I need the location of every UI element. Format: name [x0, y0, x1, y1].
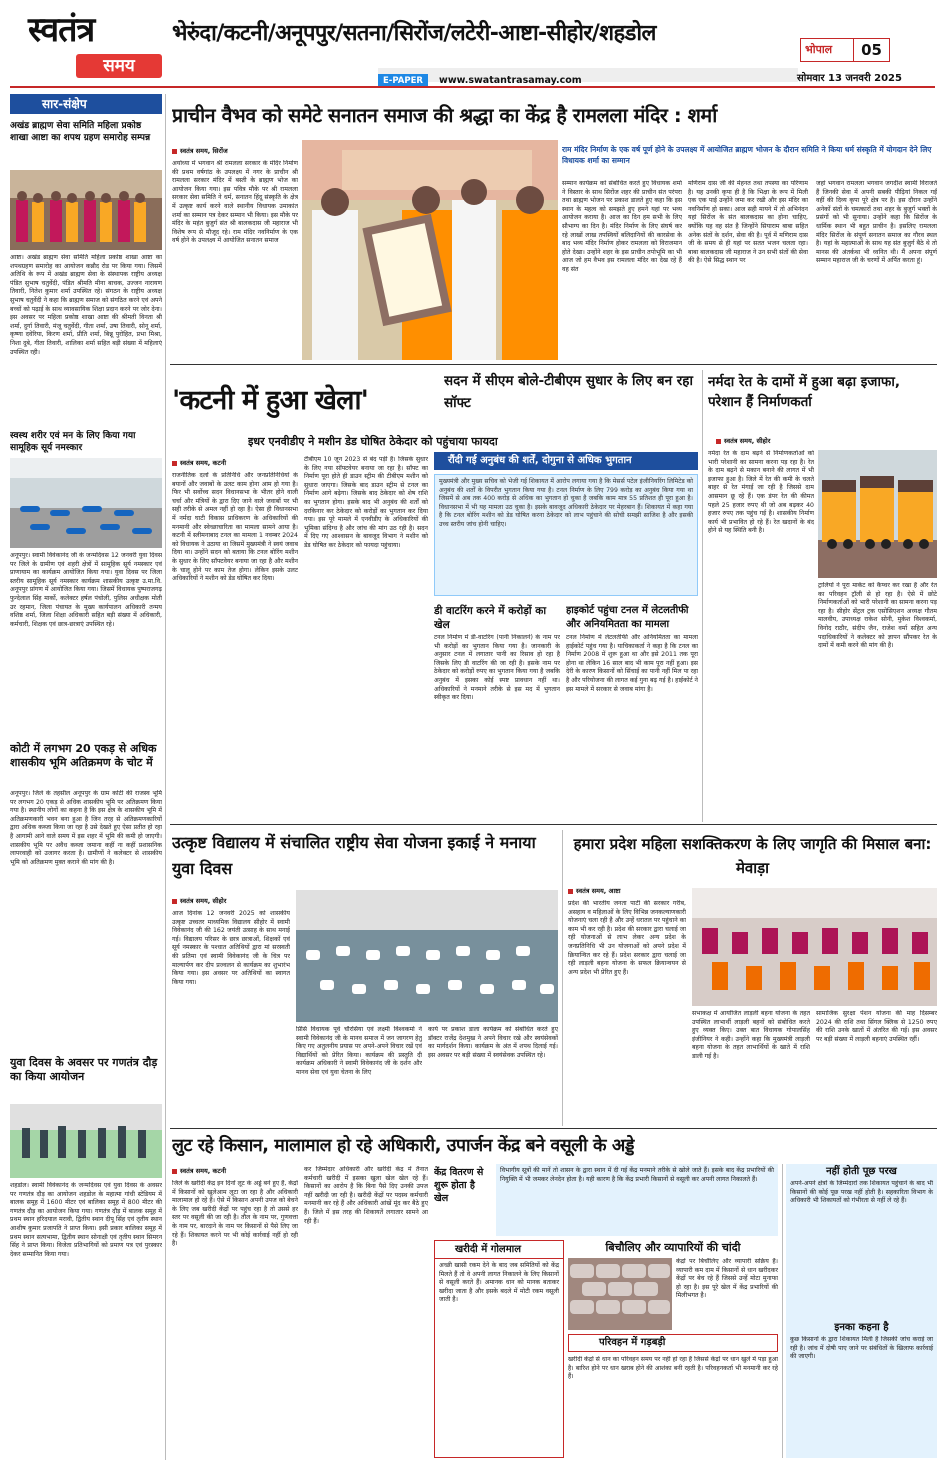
kisan-col-1: जिले के खरीदी केंद्र इन दिनों लूट के अड्डे बने हुए हैं, केंद्रों में किसानों को खुलेआम लूटा जा रहा है और अधिकारी मालामाल हो रहे हैं। ऐसे में किसान अपनी उपज को बेचने के लिए जब खरीदी केंद्रों पर पहुंच रहा है तो उससे हर स्तर पर वसूली की जा रही है। तौल के नाम पर, गुणवत्ता के नाम पर, बारदाने के नाम पर किसानों से पैसे लिए जा रहे हैं। शिकायत करने पर भी कोई कार्रवाई नहीं हो रही है। [172, 1180, 298, 1248]
katni-divider [702, 370, 703, 822]
katni-headline: 'कटनी में हुआ खेला' [172, 385, 369, 416]
photo-felicitation [302, 140, 558, 360]
story-headline: कोटी में लगभग 20 एकड़ से अधिक शासकीय भूमि अतिक्रमण के चोट में [10, 742, 157, 769]
katni-subhead-2: इधर एनवीडीए ने मशीन डेड घोषित ठेकेदार को पहुंचाया फायदा [248, 435, 498, 448]
golmal-box [434, 1240, 564, 1458]
sidebar-header [10, 94, 162, 114]
sidebar-header-text: सार-संक्षेप [42, 97, 87, 111]
issue-date: सोमवार 13 जनवरी 2025 [797, 73, 902, 84]
sidebar-story-4 [10, 1056, 162, 1468]
hc-headline: हाइकोर्ट पहुंचा टनल में लेटलतीफी और अनियमितता का मामला [566, 605, 689, 630]
sidebar-story-3 [10, 742, 162, 1048]
lead-col-4: जहां भगवान रामलला भगवान जगदीश स्वामी विराजते हैं जिनकी सेवा में अपनी सबकी पीढ़ियां निकल गईं वहीं की दिव्य कृपा पूरे क्षेत्र पर है। इस दौरान उन्होंने अनेकों संतों के चमत्कारों तथा शहर के बुजुर्ग भक्तों के प्रसंगों को भी सुनाया। उन्होंने कहा कि सिरोंज के धार्मिक स्थान भी बहुत प्राचीन है। इसलिए रामलला मंदिर सिरोंज के संपूर्ण सनातन समाज का गौरव स्थल है। यहां के महात्माओं के साथ यह संत बुजुर्ग बैठे थे तो मानस की अंतर्कथा भी ध्वनित थी। मैं अपना संपूर्ण सम्मान महाराज जी के चरणों में अर्पित करता हूं। [816, 180, 937, 265]
yuva-byline: स्वतंत्र समय, सीहोर [172, 896, 292, 905]
story-headline: स्वस्थ शरीर एवं मन के लिए किया गया सामूहिक सूर्य नमस्कार [10, 431, 136, 453]
katni-subhead-3 [434, 452, 698, 470]
mahila-col-1: प्रदेश की भारतीय जनता पार्टी की सरकार गरीब, असहाय व महिलाओं के लिए विभिन्न जनकल्याणकारी योजनाएं चला रही है और उन्हें धरातल पर पहुंचाने का काम भी कर रही है। प्रदेश की सरकार द्वारा चलाई जा रही योजनाओं से लाभ लेकर अन्य प्रदेश के जनप्रतिनिधि भी उन योजनाओं को अपने प्रदेश में क्रियान्वित कर रहे हैं। प्रदेश सरकार द्वारा चलाई जा रही लाड़ली बहना योजना के सफल क्रियान्वयन से अन्य प्रदेश भी प्रेरित हुए हैं। [568, 900, 686, 976]
photo-women-group [10, 170, 162, 250]
katni-byline: स्वतंत्र समय, कटनी [172, 458, 292, 467]
katni-box [434, 474, 698, 596]
hc-text: टनल निर्माण में लेटलतीफी और अनियमितता का मामला हाईकोर्ट पहुंच गया है। याचिकाकर्ता ने कहा है कि टनल का निर्माण 2008 में शुरू हुआ था और इसे 2011 तक पूरा होना था लेकिन 16 साल बाद भी काम पूरा नहीं हुआ। इस देरी के कारण किसानों को सिंचाई का पानी नहीं मिल पा रहा है और परियोजना की लागत कई गुना बढ़ गई है। हाईकोर्ट ने इस मामले में सरकार से जवाब मांगा है। [566, 634, 698, 693]
story-body: आष्टा। अखंड ब्राह्मण सेवा समिति महिला प्रकोष्ठ शाखा आष्टा का शपथग्रहण समारोह का आयोजन कन्नौद रोड पर किया गया। जिसमें अतिथि के रूप में अखंड ब्राह्मण सेवा के संस्थापक राष्ट्रीय अध्यक्ष पंडित सुभाष चतुर्वेदी, पंडित श्रीमति मीना बाचक, उज्जन नारायण तिवारी, नितेश कुमार शर्मा उपस्थित रहे। संगठन के राष्ट्रीय अध्यक्ष सुभाष चतुर्वेदी ने कहा कि ब्राह्मण समाज को संगठित करने एवं अपने बच्चों को पढ़ाई के साथ व्यावसायिक शिक्षा प्रदान करने पर जोर देना। इस अवसर पर महिला प्रकोष्ठ शाखा आष्टा की श्रीमती विनता श्री शर्मा, दुर्गा तिवारी, मंजू चतुर्वेदी, गीता शर्मा, उषा तिवारी, सोनू शर्मा, कृष्णा दवेरिया, किरण शर्मा, प्रीति शर्मा, बिन्नू पुरोहित, प्रभा मिश्रा, निशा दुबे, गीता तिवारी, शालिका शर्मा सहित बड़ी संख्या में महिलाएं उपस्थित रही। [10, 254, 162, 356]
lead-photo-caption: राम मंदिर निर्माण के एक वर्ष पूर्ण होने के उपलक्ष्य में आयोजित ब्राह्मण भोजन के दौरान समिति ने किया धर्म संस्कृति में योगदान देने लिए विधायक शर्मा का सम्मान [562, 145, 932, 165]
dv-headline: डी वाटरिंग करने में करोड़ों का खेल [434, 605, 547, 631]
story-body: अनूपपुर। स्वामी विवेकानंद जी के जन्मदिवस 12 जनवरी युवा दिवस पर जिले के ग्रामीण एवं शहरी क्षेत्रों में सामूहिक सूर्य नमस्कार एवं प्राणायाम का कार्यक्रम आयोजित किया गया। युवा दिवस पर जिला स्तरीय सामूहिक सूर्य नमस्कार कार्यक्रम शासकीय उत्कृष्ट उ.मा.वि. अनूपपुर प्रांगण में आयोजित किया गया। जिसमें विधायक पुष्पराजगढ़ फुन्देलाल सिंह मार्को, कलेक्टर हर्षल पंचोली, पुलिस अधीक्षक मोती उर रहमान, जिला पंचायत के मुख्य कार्यपालन अधिकारी तन्मय वशिष्ठ शर्मा, जिला शिक्षा अधिकारी सहित बड़ी संख्या में अधिकारी, कर्मचारी, शिक्षक एवं छात्र-छात्राएं उपस्थित रहे। [10, 552, 162, 628]
mahila-col-2: सभाकक्ष में आयोजित लाड़ली बहना योजना के तहत उपस्थित लाभार्थी लाड़ली बहनों को संबोधित करते हुए व्यक्त किए। उक्त बात विधायक गोपालसिंह इंजीनियर ने कही। उन्होंने कहा कि मुख्यमंत्री लाड़ली बहना योजना के तहत लाभार्थियों के खाते में राशि डाली गई है। [692, 1010, 810, 1060]
lead-col-2: सम्मान कार्यक्रम को संबोधित करते हुए विधायक शर्मा ने विस्तार के साथ सिरोंज शहर की प्राचीन संत परंपरा तथा ब्राह्मण भोजन पर प्रकाश डालते हुए कहा कि इस स्थान के महत्व को समझते हुए हमने यहां पर भव्य आयोजन कराया है। आज का दिन हम सभी के लिए सौभाग्य का दिन है। मंदिर निर्माण के लिए संघर्ष कर रहे लाखों लाख तपस्वियों बलिदानियों की कारसेवा के बाद भव्य मंदिर निर्माण होकर रामलला को विराजमान होते देखा। उन्होंने शहर के इस प्राचीन तपोभूमि का भी आज जो हम वैभव इस रामलला मंदिर का देख रहे हैं वह संत [562, 180, 682, 273]
katni-subhead-3-text: रौंदी गई अनुबंध की शर्तें, दोगुना से अधिक भुगतान [448, 455, 632, 466]
rule-lower [170, 1128, 937, 1129]
golmal-header [435, 1241, 563, 1259]
kisan-side-headline: केंद्र वितरण से शुरू होता है खेल [434, 1167, 484, 1204]
story-headline: अखंड ब्राह्मण सेवा समिति महिला प्रकोष्ठ शाखा आष्टा का शपथ ग्रहण समारोह सम्पन्न [10, 121, 151, 143]
rule-lead [170, 364, 937, 365]
sidebar-story-2 [10, 430, 162, 732]
photo-meeting-hall [692, 888, 937, 1006]
lead-byline: स्वतंत्र समय, सिरोंज [172, 146, 302, 155]
edition-list: भेरुंदा/कटनी/अनूपपुर/सतना/सिरोंज/लटेरी-आष्टा-सीहोर/शहडोल [172, 21, 656, 46]
kisan-top-box-text: विभागीय सूत्रों की मानें तो शासन के द्वारा स्थान में दी गई केंद्र मनमाने तरीके से खोले जाते हैं। इसके बाद केंद्र प्रभारियों की नियुक्ति में भी जमकर लेनदेन होता है। यही कारण है कि केंद्र प्रभारी किसानों से वसूली कर अपनी लागत निकालते हैं। [500, 1167, 774, 1183]
yuva-divider [562, 830, 563, 1126]
golmal-title: खरीदी में गोलमाल [455, 1244, 522, 1255]
lead-headline: प्राचीन वैभव को समेटे सनातन समाज की श्रद्धा का केंद्र है रामलला मंदिर : शर्मा [172, 104, 717, 127]
photo-students [296, 890, 558, 1022]
chandi-headline: बिचौलिए और व्यापारियों की चांदी [605, 1241, 741, 1254]
yuva-headline: उत्कृष्ट विद्यालय में संचालित राष्ट्रीय सेवा योजना इकाई ने मनाया युवा दिवस [172, 833, 536, 878]
photo-race [10, 1104, 162, 1178]
right-box [786, 1164, 937, 1458]
katni-col-1: राजनीतिक दलों के प्रतिनिधि और जनप्रतिनिधियों के बयानों और जवाबों के उलट काम होना आम हो गया है। फिर भी सर्वोच्च सदन विधानसभा के भीतर होने वाली चर्चा और मंत्रियों के द्वारा दिए जाने वाले जवाबों पर भी सही तरीके से अमल नहीं हो रहा है। ऐसा ही विधानसभा में नर्मदा घाटी विकास प्राधिकरण के अधिकारियों की मनमानी और स्वेच्छाचारिता का मामला सामने आया है। कटनी में स्लीमनाबाद टनल का मामला 1 नवम्बर 2024 को विधायक ने उठाया था जिसमें मुख्यमंत्री ने स्वयं जवाब दिया था। उन्होंने सदन को बताया कि टनल बोरिंग मशीन के सुधार के लिए सॉफ्टवेयर बनाया जा रहा है और मशीन के चालू होने पर काम तेज होगा। लेकिन इसके उलट अधिकारियों ने मशीन को डेड घोषित कर दिया। [172, 472, 298, 583]
sidebar-story-1 [10, 120, 162, 460]
masthead [0, 0, 945, 88]
photo-surya-namaskar [10, 458, 162, 548]
katni-col-2: टीबीएम 10 जून 2023 से बंद पड़ी है। जिसके सुधार के लिए नया सॉफ्टवेयर बनाया जा रहा है। सॉफ्ट का निर्माण पूरा होते ही डाउन स्ट्रीम की टीबीएम मशीन को सुधारा जाएगा। जिसके बाद डाउन स्ट्रीम से टनल का निर्माण आगे बढ़ेगा। जिसके बाद ठेकेदार को शेष राशि का भुगतान होगा। इसके बाद भी अनुबंध की शर्तों को दरकिनार कर ठेकेदार को करोड़ों का भुगतान कर दिया गया। इस पूरे मामले में एनवीडीए के अधिकारियों की भूमिका संदिग्ध है और जांच की मांग उठ रही है। सदन में दिए गए आश्वासन के बावजूद विभाग ने मशीन को डेड घोषित कर ठेकेदार को फायदा पहुंचाया। [304, 456, 428, 549]
epaper-strip [378, 68, 798, 86]
lead-col-3: मणिराम दास जी की मेहनत तथा तपस्या का परिणाम है। यह उनकी कृपा ही है कि भिक्षा के रूप में मिली एक एक पाई उन्होंने जमा कर रखी और इस मंदिर का नवनिर्माण हो सका। आज सही मायने में तो अभिनंदन यहां सिरोंज के संत बालकदास का होना चाहिए, क्योंकि यह वह संत है जिन्होंने सियाराम बाबा सहित अनेक संतों के दर्शन, सेवा की है। पूर्व में मणिराम दास जी के समय से ही यहां पर सतत भजन चलता रहा। बाबा बालकदास जी महाराज ने उन सभी संतों की सेवा की है। ऐसे सिद्ध स्थान पर [688, 180, 808, 265]
right-box-text-1: अपने-अपने क्षेत्रों के जिम्मेदारों तक शिकायत पहुंचाने के बाद भी किसानों की कोई पूछ परख नहीं होती है। सहकारिता विभाग के अधिकारी भी शिकायतों को गंभीरता से नहीं ले रहे हैं। [790, 1180, 933, 1205]
mahila-headline: हमारा प्रदेश महिला सशक्तिकरण के लिए जागृति की मिसाल बना: मेवाड़ा [573, 835, 932, 877]
kisan-col-2: कर जिम्मेदार अधिकारी और खरीदी केंद्र में तैनात कर्मचारी खरीदी में इसका खुला खेल खेल रहे हैं। किसानों का आरोप है कि बिना पैसे दिए उनकी उपज नहीं खरीदी जा रही है। खरीदी केंद्रों पर पदस्थ कर्मचारी मनमानी कर रहे हैं और अधिकारी आंखें मूंद कर बैठे हुए हैं। जिले में इस तरह की शिकायतें लगातार सामने आ रही हैं। [304, 1166, 428, 1225]
narmada-headline: नर्मदा रेत के दामों में हुआ बढ़ा इजाफा, परेशान हैं निर्माणकर्ता [708, 374, 900, 410]
dv-text: टनल निर्माण में डी-वाटरिंग (पानी निकालने) के नाम पर भी करोड़ों का भुगतान किया गया है। जानकारी के अनुसार टनल में लगातार पानी का रिसाव हो रहा है जिसके लिए डी वाटरिंग की जा रही है। इसके नाम पर ठेकेदार को करोड़ों रुपए का भुगतान किया गया है जबकि अनुबंध में इसका कोई स्पष्ट प्रावधान नहीं था। अधिकारियों ने मनमाने तरीके से इस मद में भुगतान स्वीकृत कर दिया। [434, 634, 560, 702]
katni-box-text: मुख्यमंत्री और मुख्य सचिव को भेजी गई शिकायत में आरोप लगाया गया है कि मेसर्स पटेल इंजीनियरिंग लिमिटेड को अनुबंध की शर्तों के विपरीत भुगतान किया गया है। टनल निर्माण के लिए 799 करोड़ का अनुबंध किया गया था जिसमें से अब तक 400 करोड़ से अधिक का भुगतान हो चुका है जबकि काम मात्र 55 प्रतिशत ही पूरा हुआ है। विधानसभा में भी यह मामला उठ चुका है। इसके बावजूद अधिकारी ठेकेदार पर मेहरबान हैं। शिकायत में कहा गया है कि टनल बोरिंग मशीन को डेड घोषित करना ठेकेदार को लाभ पहुंचाने की सोची समझी साजिश है और इसकी उच्च स्तरीय जांच होनी चाहिए। [439, 478, 693, 528]
city-name: भोपाल [805, 43, 833, 56]
logo-bottom: समय [103, 56, 135, 76]
logo-red-box [76, 54, 162, 78]
logo [28, 10, 164, 82]
mahila-col-3: सामाजिक सुरक्षा पेंशन योजना की माह दिसम्बर 2024 की राशि तथा सिंगल क्लिक से 1250 रुपए की राशि उनके खातों में अंतरित की गई। इस अवसर पर बड़ी संख्या में लाड़ली बहनाएं उपस्थित रहीं। [816, 1010, 937, 1043]
narmada-col-2: ट्रालियों ने पूरा मार्केट को कैप्चर कर रखा है और रेत का परिवहन ट्रॉली से हो रहा है। ऐसे में छोटे निर्माणकर्ताओं को भारी परेशानी का सामना करना पड़ रहा है। सीहोर सेंट्रल ट्रक एसोसिएशन अध्यक्ष गौतम मालवीय, उपाध्यक्ष राकेश सोनी, मुकेश विश्वकर्मा, विनोद राठौर, संदीप जैन, राजेश वर्मा सहित अन्य पदाधिकारियों ने कलेक्टर को ज्ञापन सौंपकर रेत के दामों में कमी करने की मांग की है। [818, 582, 937, 650]
story-body: शहडोल। स्वामी विवेकानंद के जन्मदिवस एवं युवा दिवस के अवसर पर गणतंत्र दौड़ का आयोजन शहडोल के महात्मा गांधी स्टेडियम में बालक समूह में 1600 मीटर एवं बालिका समूह में 800 मीटर की गणतंत्र दौड़ का आयोजन किया गया। गणतंत्र दौड़ में बालक समूह में प्रथम स्थान हरिदयाल मरावी, द्वितीय स्थान दीपू सिंह एवं तृतीय स्थान आशीष कुमार प्रजापति ने प्राप्त किया। इसी प्रकार बालिका समूह में प्रथम स्थान सत्यभामा, द्वितीय स्थान सोनाक्षी एवं तृतीय स्थान सिमरन सिंह ने प्राप्त किया। विजेता प्रतिभागियों को प्रमाण पत्र एवं पुरस्कार देकर सम्मानित किया गया। [10, 1182, 162, 1258]
sidebar [10, 94, 162, 1460]
page-number: 05 [853, 39, 889, 61]
parivahan-header [568, 1334, 778, 1352]
parivahan-text: खरीदी केंद्रों से धान का परिवहन समय पर नहीं हो रहा है जिससे केंद्रों पर धान खुले में पड़ा हुआ है। बारिश होने पर धान खराब होने की आशंका बनी रहती है। परिवहनकर्ता भी मनमानी कर रहे हैं। [568, 1356, 778, 1381]
right-box-title-1: नहीं होती पूछ परख [826, 1166, 897, 1177]
sidebar-divider [165, 94, 166, 1460]
kisan-divider [782, 1164, 783, 1458]
kisan-byline: स्वतंत्र समय, कटनी [172, 1166, 292, 1175]
kisan-top-box [496, 1164, 778, 1236]
katni-subhead-1: सदन में सीएम बोले-टीबीएम सुधार के लिए बन रहा सॉफ्ट [444, 373, 693, 411]
chandi-text: केंद्रों पर बिचौलिए और व्यापारी सक्रिय हैं। व्यापारी कम दाम में किसानों से धान खरीदकर केंद्रों पर बेच रहे हैं जिससे उन्हें मोटा मुनाफा हो रहा है। इस पूरे खेल में केंद्र प्रभारियों की मिलीभगत है। [676, 1258, 778, 1300]
rule-middle [170, 824, 937, 825]
epaper-label: E-PAPER [378, 74, 428, 88]
story-body: अनूपपुर। जिले के तहसील अनूपपुर के ग्राम कोटी की राजस्व भूमि पर लगभग 20 एकड़ से अधिक शासकीय भूमि पर अतिक्रमण किया गया है। स्थानीय लोगों का कहना है कि इस क्षेत्र के शासकीय भूमि में अतिक्रमणकारी भवन बना हुआ है जिन तरह से अतिक्रमणकारियों द्वारा अधिक कब्जा किया जा रहा है उसे देखते हुए ऐसा प्रतीत हो रहा है आगामी आने वाले समय में इस शहर में भूमि की कमी हो जाएगी। शासकीय भूमि पर अवैध कब्जा जमाना कहीं ना कहीं प्रशासनिक लापरवाही को उजागर करता है। ग्रामीणों ने कलेक्टर से शासकीय भूमि को अतिक्रमण मुक्त कराने की मांग की है। [10, 790, 162, 866]
yuva-col-3: कार्य पर प्रकाश डाला कार्यक्रम को संबोधित करते हुए डॉक्टर राजेंद्र देशमुख ने अपने विचार रखे और स्वयंसेवकों का मार्गदर्शन किया। कार्यक्रम के अंत में शपथ दिलाई गई। इस अवसर पर बड़ी संख्या में स्वयंसेवक उपस्थित रहे। [428, 1026, 558, 1059]
city-box [800, 38, 890, 62]
golmal-text: अच्छी खासी रकम देने के बाद जब समितियों को केंद्र मिलते हैं तो वे अपनी लागत निकालने के लिए किसानों से वसूली करते हैं। अमानक धान को मानक बताकर खरीदा जाता है और इसके बदले में मोटी रकम वसूली जाती है। [439, 1262, 559, 1304]
parivahan-title: परिवहन में गड़बड़ी [599, 1337, 666, 1348]
website-link[interactable]: www.swatantrasamay.com [439, 75, 582, 86]
lead-col-1: अयोध्या में भगवान श्री रामलला सरकार के मंदिर निर्माण की प्रथम वर्षगांठ के उपलक्ष्य में नगर के प्राचीन श्री रामलला सरकार मंदिर में बस्ती के ब्राह्मण भोज का आयोजन किया गया। इस पवित्र मौके पर श्री रामलला सरकार सेवा समिति ने धर्म, सनातन हिंदू संस्कृति के क्षेत्र में उत्कृष्ट कार्य करने वाले स्थानीय विधायक उमाकांत शर्मा का सम्मान पत्र देकर सम्मान भी किया। इस मौके पर मंदिर के महंत बुजुर्ग संत श्री बालकदास जी महाराज भी विशेष रूप से मौजूद रहे। राम मंदिर नवनिर्माण के एक वर्ष होने के उपलक्ष्य में आयोजित सनातन समाज [172, 160, 298, 245]
logo-top: स्वतंत्र [28, 10, 95, 50]
right-box-title-2: इनका कहना है [834, 1322, 889, 1333]
narmada-byline: स्वतंत्र समय, सीहोर [716, 436, 836, 445]
right-box-text-2: कुछ किसानों के द्वारा शिकायत मिली है जिसकी जांच कराई जा रही है। जांच में दोषी पाए जाने पर संबंधितों के खिलाफ कार्रवाई की जाएगी। [790, 1336, 933, 1361]
yuva-col-1: आज दिनांक 12 जनवरी 2025 को शासकीय उत्कृष्ट उच्चतर माध्यमिक विद्यालय सीहोर में स्वामी विवेकानंद जी की 162 जयंती उत्साह के साथ मनाई गई। विद्यालय परिसर के छात्र छात्राओं, शिक्षकों एवं सूर्य नमस्कार के पश्चात अतिथियों द्वारा मां सरस्वती की प्रतिमा एवं स्वामी विवेकानंद जी के चित्र पर माल्यार्पण कर दीप प्रज्वलन से कार्यक्रम का शुभारंभ किया गया। इस अवसर पर अतिथियों का स्वागत किया गया। [172, 910, 290, 986]
photo-grain-sacks [568, 1258, 672, 1330]
kisan-headline: लुट रहे किसान, मालामाल हो रहे अधिकारी, उपार्जन केंद्र बने वसूली के अड्डे [172, 1136, 635, 1156]
photo-trucks [818, 450, 937, 578]
story-headline: युवा दिवस के अवसर पर गणतंत्र दौड़ का किया आयोजन [10, 1056, 158, 1083]
narmada-col-1: नर्मदा रेत के दाम बढ़ने से निर्माणकर्ताओं को भारी परेशानी का सामना करना पड़ रहा है। रेत के दाम बढ़ने से मकान बनाने की लागत में भी इजाफा हुआ है। जिले में रेत की कमी के चलते बाहर से रेत मंगाई जा रही है जिससे दाम आसमान छू रहे हैं। एक डंपर रेत की कीमत पहले 25 हजार रुपए थी जो अब बढ़कर 40 हजार रुपए तक पहुंच गई है। शासकीय निर्माण कार्य भी प्रभावित हो रहे हैं। रेत खदानों के बंद होने से यह स्थिति बनी है। [708, 450, 814, 535]
masthead-rule [10, 86, 935, 88]
mahila-byline: स्वतंत्र समय, आष्टा [568, 886, 688, 895]
yuva-col-2: प्रिंसि विधायक पूर्व चौरसिया एवं लक्ष्मी विश्वकर्मा ने स्वामी विवेकानंद जी के मानव समाज में जन जागरण हेतु किए गए अतुलनीय प्रयास पर अपने-अपने विचार रखें एवं विद्यार्थियों को प्रेरित किया। कार्यक्रम की प्रस्तुति दी कार्यक्रम अधिकारी ने स्वामी विवेकानंद जी के दर्शन और मानव सेवा एवं युवा चेतना के लिए [296, 1026, 422, 1076]
